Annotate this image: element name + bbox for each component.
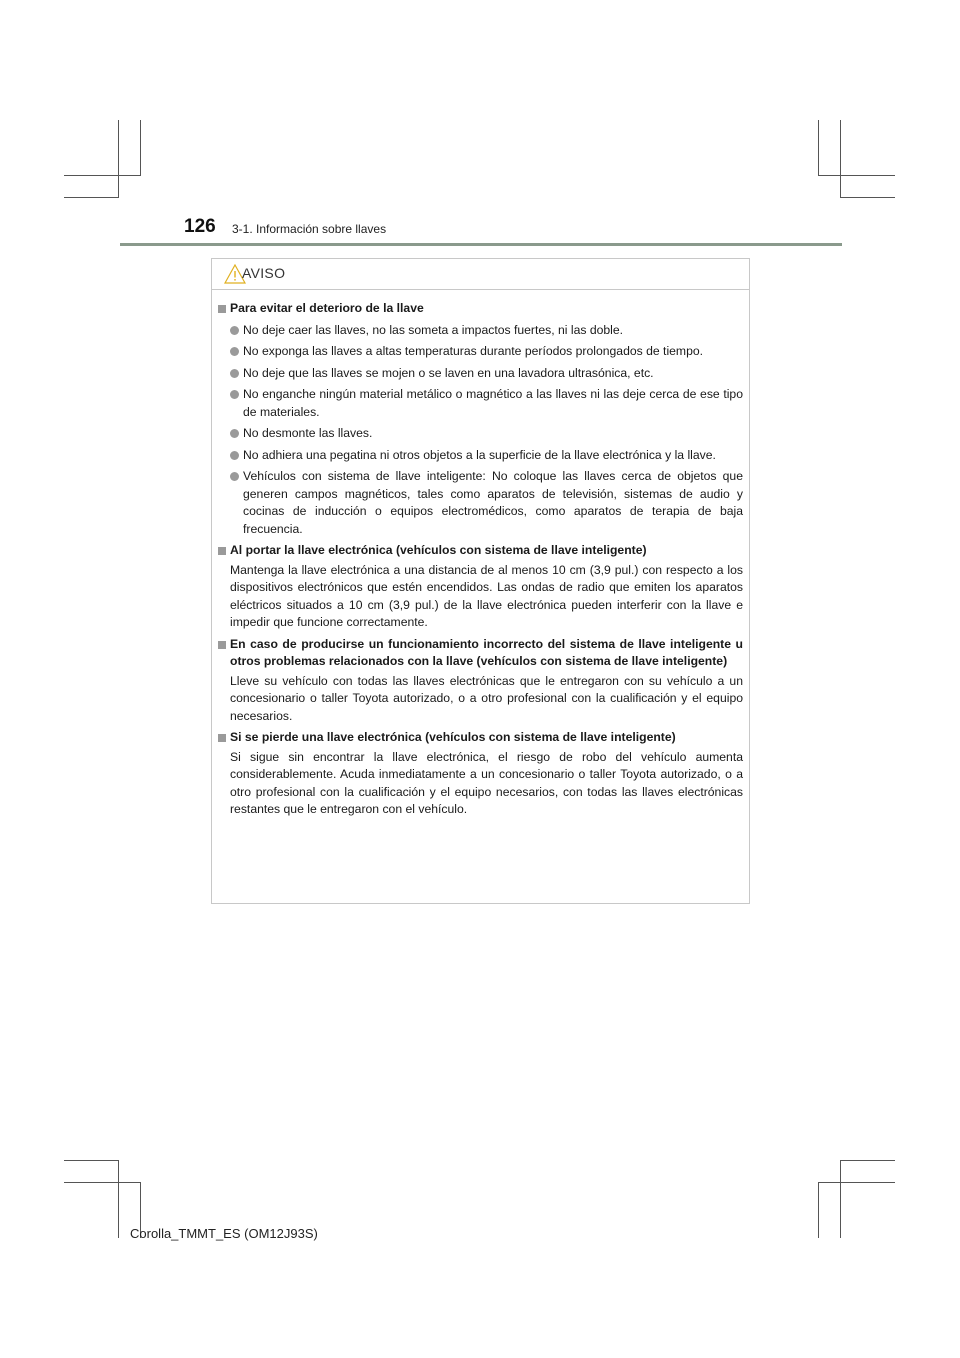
round-bullet-icon (230, 429, 239, 438)
square-bullet-icon (218, 641, 226, 649)
crop-mark (818, 175, 895, 176)
crop-mark (818, 120, 819, 175)
section-heading: En caso de producirse un funcionamiento incorrecto del sistema de llave inteligente u otros problemas relacionados con la llave (vehículos con sistema de llave inteligente) (230, 636, 743, 668)
list-item: No enganche ningún material metálico o magnético a las llaves ni las deje cerca de ese tipo de materiales. (218, 386, 743, 421)
round-bullet-icon (230, 390, 239, 399)
list-item: No adhiera una pegatina ni otros objetos a la superficie de la llave electrónica y la llave. (218, 447, 743, 465)
warning-box (211, 258, 750, 904)
crop-mark (140, 120, 141, 175)
list-item: No desmonte las llaves. (218, 425, 743, 443)
section-malfunction (218, 636, 743, 726)
running-head: 3-1. Información sobre llaves (232, 222, 387, 236)
warning-body (212, 290, 749, 819)
crop-mark (840, 120, 841, 198)
crop-mark (840, 1160, 841, 1238)
section-text: Mantenga la llave electrónica a una distancia de al menos 10 cm (3,9 pul.) con respecto a los dispositivos electrónicos que estén encendidos. Las ondas de radio que emiten los aparatos eléctricos situados a 10 cm (3,9 pul.) de la llave electrónica pueden interferir con la llave e impedir que funcione correctamente. (230, 562, 743, 629)
section-key-damage (218, 300, 743, 538)
footer-document-code: Corolla_TMMT_ES (OM12J93S) (130, 1226, 318, 1241)
crop-mark (118, 120, 119, 198)
crop-mark (840, 197, 895, 198)
section-text: Si sigue sin encontrar la llave electrónica, el riesgo de robo del vehículo aumenta considerablemente. Acuda inmediatamente a un concesionario o taller Toyota autorizado, o a otro profesional con la cualificación y el equipo necesarios, con todas las llaves electrónicas restantes que le entregaron con el vehículo. (230, 749, 743, 816)
round-bullet-icon (230, 347, 239, 356)
crop-mark (118, 1160, 119, 1238)
crop-mark (840, 1160, 895, 1161)
list-item: No deje caer las llaves, no las someta a impactos fuertes, ni las doble. (218, 322, 743, 340)
section-heading: Si se pierde una llave electrónica (vehículos con sistema de llave inteligente) (230, 730, 676, 744)
square-bullet-icon (218, 734, 226, 742)
section-carrying-key (218, 542, 743, 632)
crop-mark (818, 1182, 895, 1183)
crop-mark (64, 175, 141, 176)
round-bullet-icon (230, 326, 239, 335)
warning-header (212, 259, 749, 290)
crop-mark (818, 1182, 819, 1238)
list-item: No exponga las llaves a altas temperaturas durante períodos prolongados de tiempo. (218, 343, 743, 361)
crop-mark (64, 1182, 141, 1183)
crop-mark (64, 197, 119, 198)
crop-mark (64, 1160, 119, 1161)
section-text: Lleve su vehículo con todas las llaves electrónicas que le entregaron con su vehículo a un concesionario o taller Toyota autorizado, o a otro profesional con la cualificación y el equipo necesarios. (230, 673, 743, 723)
round-bullet-icon (230, 451, 239, 460)
header-rule (120, 243, 842, 246)
square-bullet-icon (218, 305, 226, 313)
round-bullet-icon (230, 472, 239, 481)
warning-title: AVISO (242, 265, 286, 281)
section-lost-key (218, 729, 743, 819)
list-item: Vehículos con sistema de llave inteligente: No coloque las llaves cerca de objetos que generen campos magnéticos, tales como aparatos de televisión, sistemas de audio y cocinas de inducción o equipos electromédicos, como aparatos de terapia de baja frecuencia. (218, 468, 743, 538)
page-number: 126 (184, 216, 216, 237)
section-heading: Al portar la llave electrónica (vehículos con sistema de llave inteligente) (230, 543, 647, 557)
square-bullet-icon (218, 547, 226, 555)
section-heading: Para evitar el deterioro de la llave (230, 301, 424, 315)
list-item: No deje que las llaves se mojen o se laven en una lavadora ultrasónica, etc. (218, 365, 743, 383)
round-bullet-icon (230, 369, 239, 378)
